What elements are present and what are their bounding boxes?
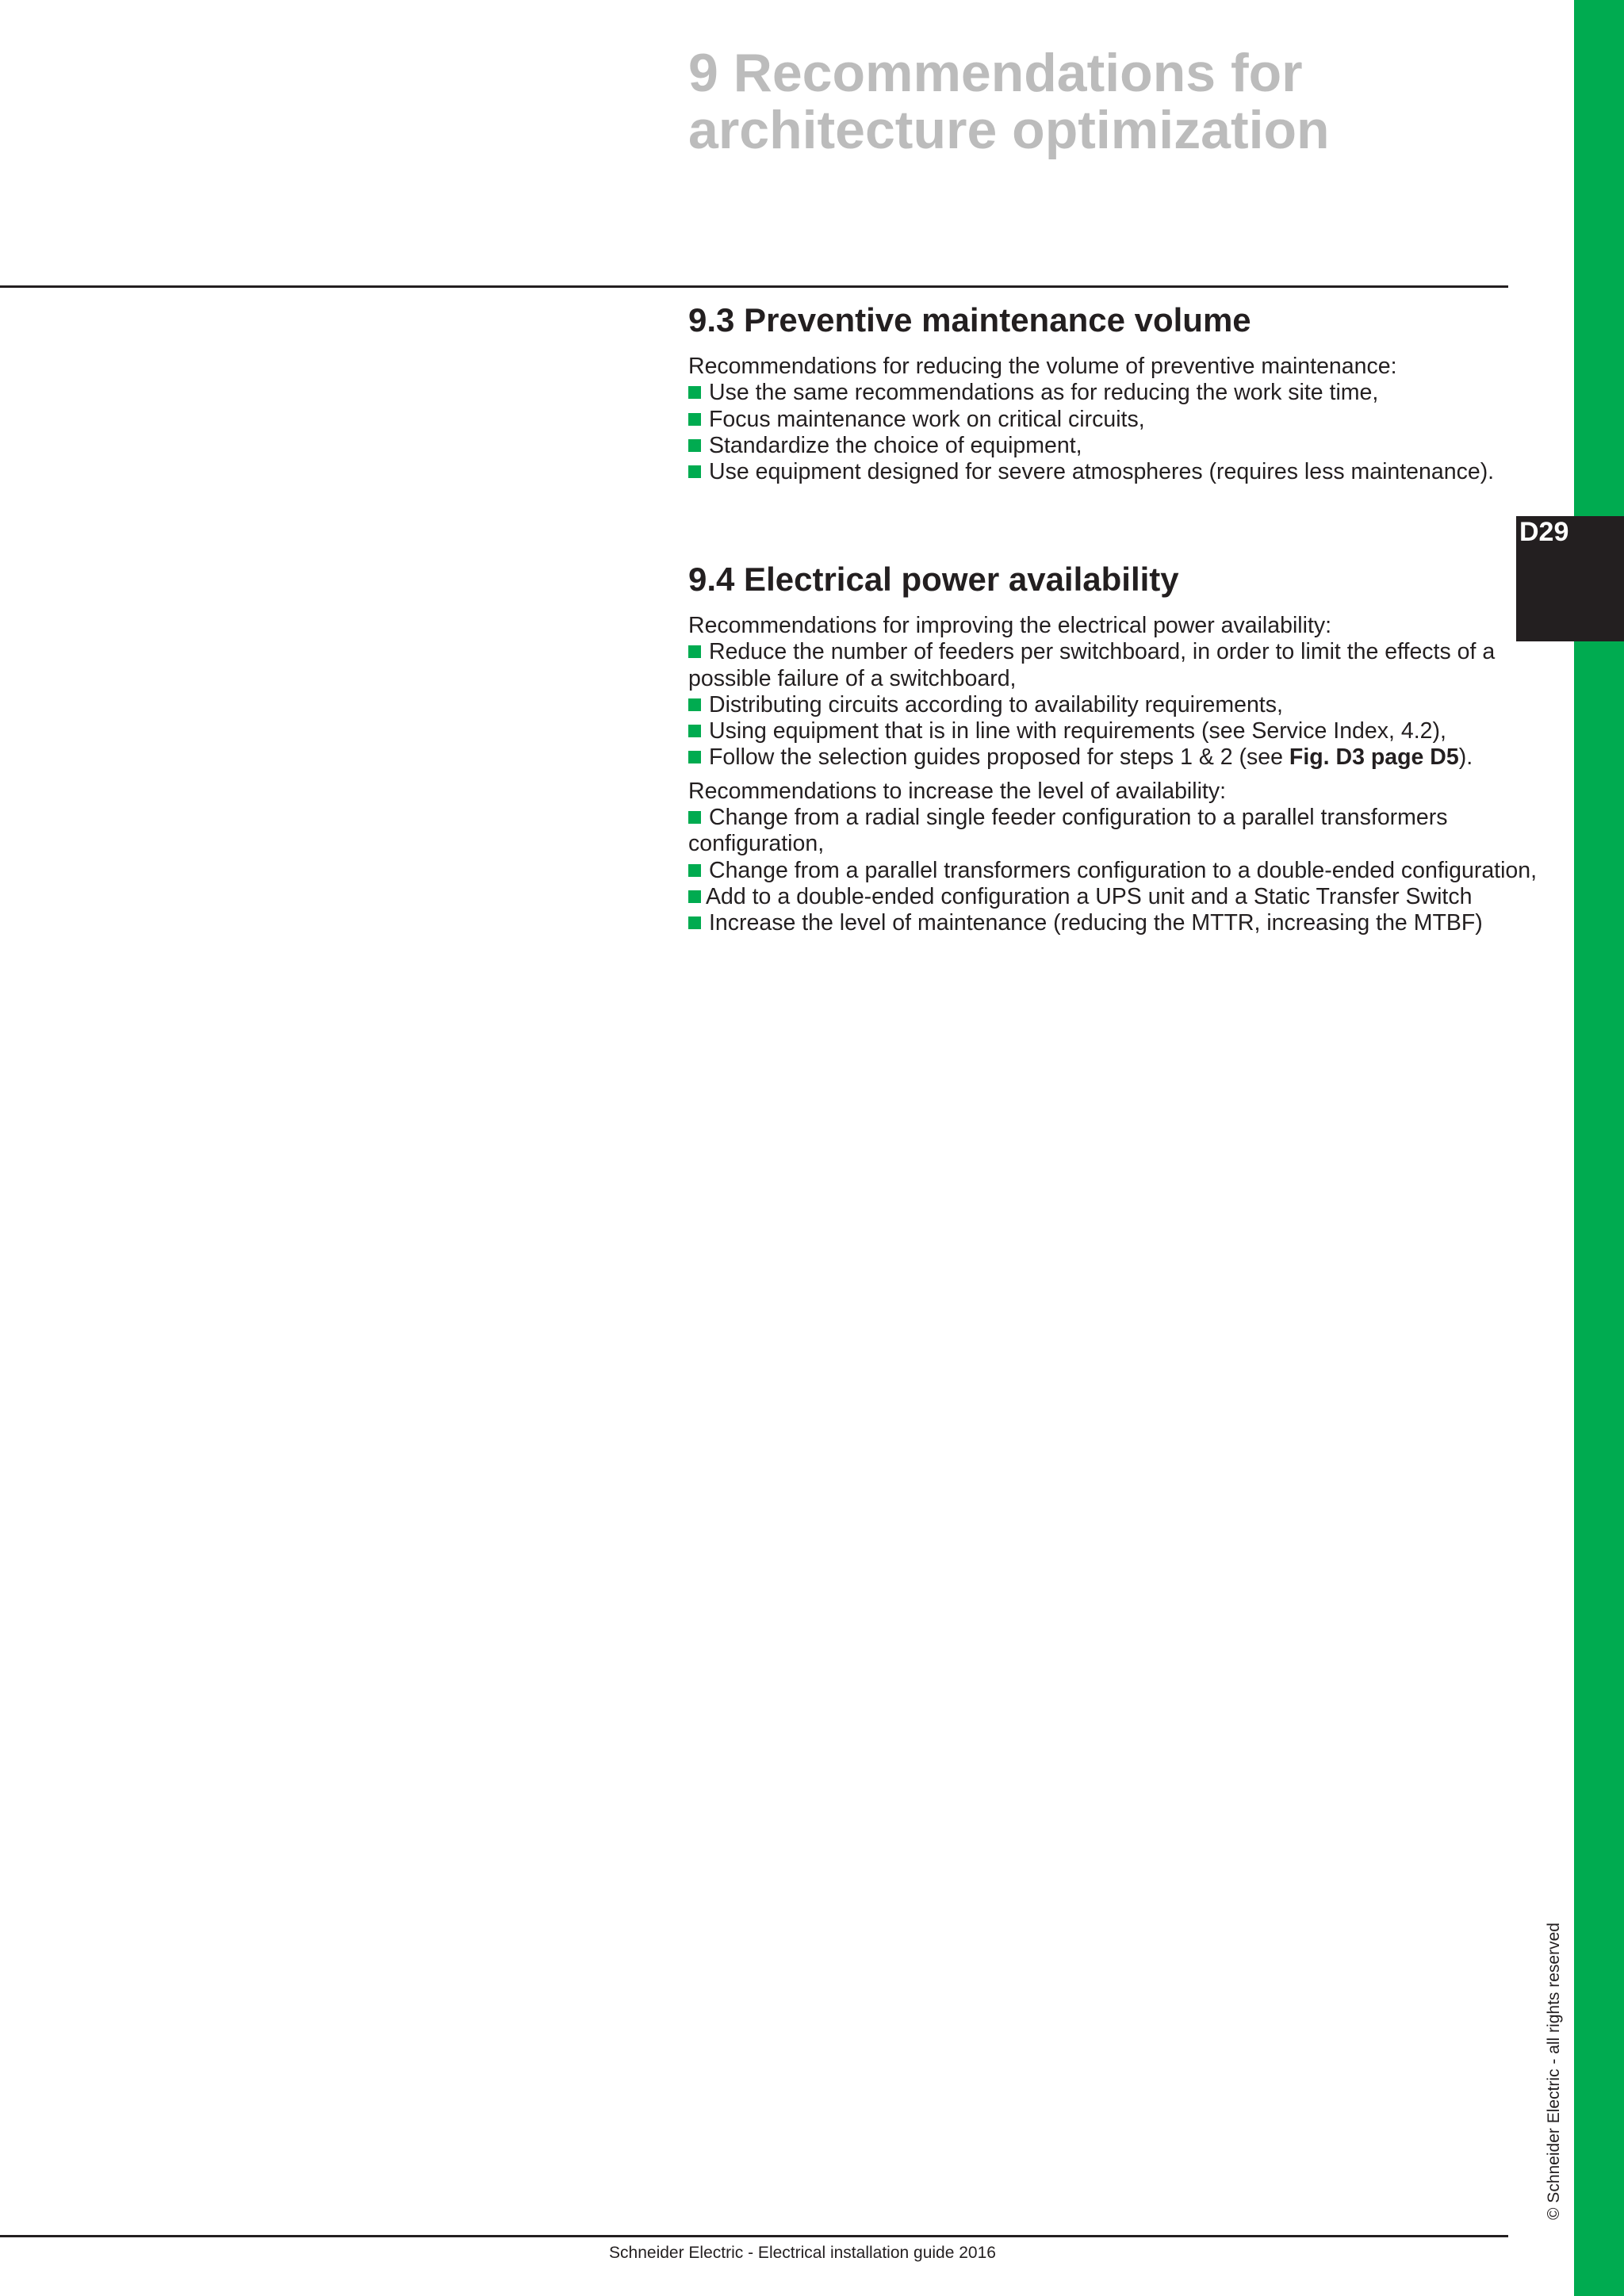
- figure-reference: Fig. D3 page D5: [1289, 744, 1459, 771]
- list-item: [688, 459, 1513, 485]
- list-item: [688, 718, 1513, 744]
- section-9-3: [688, 300, 1513, 485]
- side-accent-bar: [1574, 0, 1624, 2296]
- bullet-square-icon: [688, 465, 701, 478]
- bullet-square-icon: [688, 890, 701, 903]
- list-item: [688, 407, 1513, 433]
- bullet-square-icon: [688, 725, 701, 737]
- list-item: [688, 910, 1513, 936]
- list-item-text: Using equipment that is in line with requirements (see Service Index, 4.2),: [709, 718, 1446, 744]
- list-item: [688, 884, 1513, 910]
- list-item: [688, 433, 1513, 459]
- copyright-notice: © Schneider Electric - all rights reserved: [1545, 1923, 1563, 2220]
- section-heading: 9.4 Electrical power availability: [688, 561, 1179, 598]
- list-item: [688, 692, 1513, 718]
- page-number-tab: [1516, 516, 1624, 641]
- list-item: [688, 857, 1538, 884]
- section-intro: Recommendations for improving the electrical power availability:: [688, 613, 1332, 638]
- list-item: [688, 805, 1513, 858]
- bullet-square-icon: [688, 386, 701, 399]
- list-item-text: Use equipment designed for severe atmospheres (requires less maintenance).: [709, 459, 1495, 485]
- list-item-text-prefix: Follow the selection guides proposed for steps 1 & 2 (see: [709, 744, 1289, 771]
- bullet-square-icon: [688, 864, 701, 877]
- list-item-text: Reduce the number of feeders per switchboard, in order to limit the effects of a possible failure of a switchboard,: [688, 639, 1496, 691]
- section-intro: Recommendations to increase the level of availability:: [688, 778, 1227, 804]
- list-item-text-suffix: ).: [1458, 744, 1473, 771]
- list-item-text: Add to a double-ended configuration a UPS unit and a Static Transfer Switch: [706, 883, 1473, 909]
- list-item: [688, 744, 1513, 771]
- footer-divider: [0, 2235, 1508, 2237]
- list-item-text: Increase the level of maintenance (reducing the MTTR, increasing the MTBF): [709, 910, 1483, 936]
- section-heading: 9.3 Preventive maintenance volume: [688, 301, 1251, 339]
- section-9-4: [688, 559, 1538, 937]
- page-number: D29: [1519, 517, 1569, 547]
- bullet-square-icon: [688, 645, 701, 658]
- bullet-square-icon: [688, 916, 701, 929]
- bullet-square-icon: [688, 698, 701, 711]
- list-item: [688, 380, 1513, 406]
- list-item-text: Change from a radial single feeder configuration to a parallel transformers configuration,: [688, 805, 1448, 857]
- bullet-square-icon: [688, 413, 701, 426]
- list-item-text: Distributing circuits according to availability requirements,: [709, 691, 1283, 718]
- footer-text: Schneider Electric - Electrical installation guide 2016: [609, 2244, 996, 2262]
- bullet-square-icon: [688, 439, 701, 452]
- list-item-text: Use the same recommendations as for reducing the work site time,: [709, 380, 1379, 406]
- chapter-title: [688, 44, 1330, 159]
- page-footer: [0, 2241, 1624, 2265]
- chapter-title-line-2: architecture optimization: [688, 100, 1330, 160]
- bullet-square-icon: [688, 811, 701, 824]
- list-item: [688, 639, 1513, 692]
- list-item-text: Focus maintenance work on critical circuits,: [709, 406, 1145, 432]
- list-item-text: Standardize the choice of equipment,: [709, 432, 1082, 458]
- list-item-text: Change from a parallel transformers configuration to a double-ended configuration,: [709, 857, 1538, 883]
- chapter-title-line-1: 9 Recommendations for: [688, 43, 1303, 103]
- header-divider: [0, 285, 1508, 288]
- section-intro: Recommendations for reducing the volume of preventive maintenance:: [688, 354, 1397, 379]
- bullet-square-icon: [688, 751, 701, 763]
